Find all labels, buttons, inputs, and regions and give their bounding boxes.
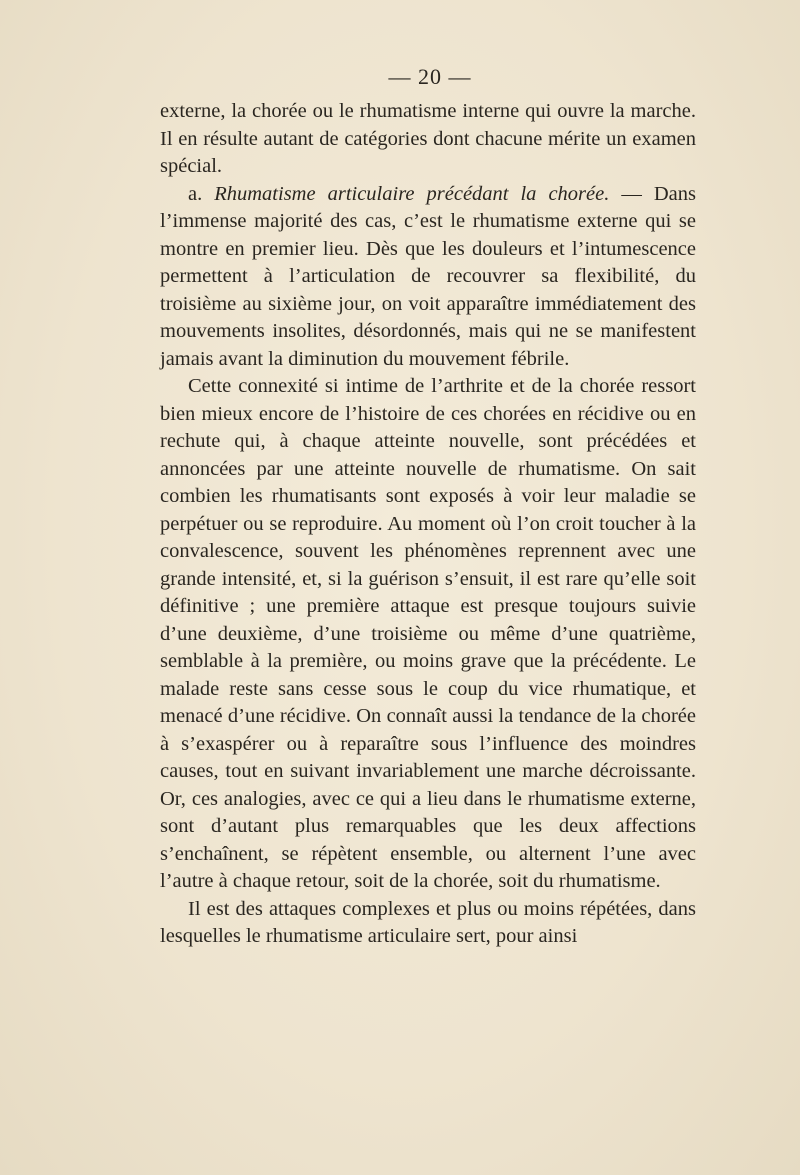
paragraph-connexite: Cette connexité si intime de l’arthrite et de la chorée ressort bien mieux encore de l’histoire de ces chorées en récidive ou en rechute qui, à chaque atteinte nouvelle, sont précédées et annoncées par une atteinte nouvelle de rhumatisme. On sait combien les rhumatisants sont exposés à voir leur maladie se perpétuer ou se reproduire. Au moment où l’on croit toucher à la convalescence, souvent les phénomènes reprennent avec une grande intensité, et, si la guérison s’ensuit, il est rare qu’elle soit définitive ; une première attaque est presque toujours suivie d’une deuxième, d’une troisième ou même d’une quatrième, semblable à la première, ou moins grave que la précédente. Le malade reste sans cesse sous le coup du vice rhumatique, et menacé d’une récidive. On connaît aussi la tendance de la chorée à s’exaspérer ou à reparaître sous l’influence des moindres causes, tout en suivant invariablement une marche décroissante. Or, ces analogies, avec ce qui a lieu dans le rhumatisme externe, sont d’autant plus remarquables que les deux affections s’enchaînent, se répètent ensemble, ou alternent l’une avec l’autre à chaque retour, soit de la chorée, soit du rhumatisme. <box>160 375 696 892</box>
body-text <box>160 98 696 951</box>
section-marker: a. <box>188 182 215 205</box>
paragraph-continuation: externe, la chorée ou le rhumatisme interne qui ouvre la marche. Il en résulte autant de catégories dont chacune mérite un examen spécial. <box>160 100 696 177</box>
page-number: — 20 — <box>388 64 472 89</box>
paragraph-attaques-complexes: Il est des attaques complexes et plus ou moins répétées, dans lesquelles le rhumatisme articulaire sert, pour ainsi <box>160 897 696 947</box>
section-heading: Rhumatisme articulaire précédant la chorée. <box>214 182 610 205</box>
paragraph-section-a <box>160 181 696 374</box>
paragraph-text: — Dans l’immense majorité des cas, c’est le rhumatisme externe qui se montre en premier lieu. Dès que les douleurs et l’intumescence permettent à l’articulation de recouvrer sa flexibilité, du troisième au sixième jour, on voit apparaître immédiatement des mouvements insolites, désordonnés, mais qui ne se manifestent jamais avant la diminution du mouvement fébrile. <box>160 182 696 370</box>
